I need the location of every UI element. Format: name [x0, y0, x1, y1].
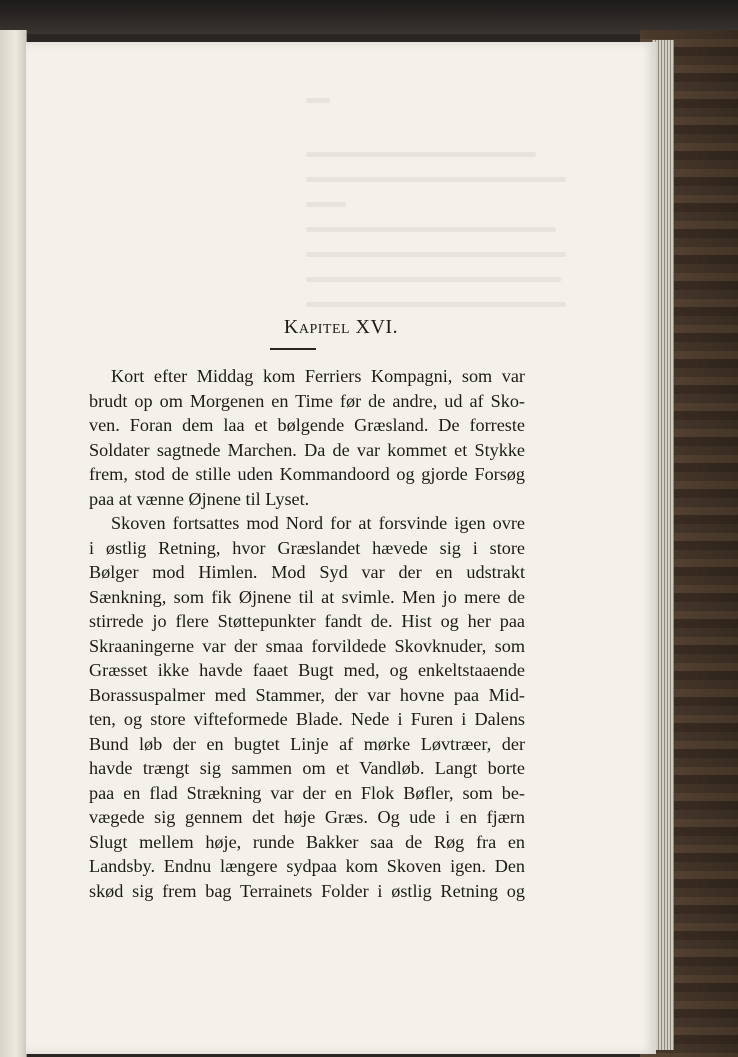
- text-line: frem, stod de stille uden Kommandoord og gjorde Forsøg: [89, 464, 525, 484]
- paragraph: [89, 364, 525, 511]
- text-line: Slugt mellem høje, runde Bakker saa de Røg fra en: [89, 831, 525, 852]
- text-line: ten, og store vifteformede Blade. Nede i Furen i Dalens: [89, 709, 525, 729]
- show-through: [306, 277, 561, 282]
- body-text: [89, 364, 525, 903]
- show-through: [306, 177, 566, 182]
- show-through: [306, 152, 536, 157]
- show-through: [306, 98, 330, 103]
- text-line: stirrede jo flere Støttepunkter fandt de. Hist og her paa: [89, 611, 525, 631]
- text-line: havde trængt sig sammen om et Vandløb. Langt borte: [89, 758, 525, 778]
- text-line: i østlig Retning, hvor Græslandet hævede sig i store: [89, 537, 525, 558]
- text-line: Kort efter Middag kom Ferriers Kompagni, som var: [111, 366, 525, 386]
- paragraph: [89, 511, 525, 903]
- text-line: skød sig frem bag Terrainets Folder i østlig Retning og: [89, 880, 525, 901]
- text-line: Bund løb der en bugtet Linje af mørke Løvtræer, der: [89, 733, 525, 754]
- text-line: Skraaningerne var der smaa forvildede Skovknuder, som: [89, 635, 525, 656]
- text-line: Sænkning, som fik Øjnene til at svimle. Men jo mere de: [89, 586, 525, 607]
- show-through: [306, 302, 566, 307]
- show-through: [306, 252, 566, 257]
- text-line: vægede sig gennem det høje Græs. Og ude i en fjærn: [89, 807, 525, 827]
- text-line: Soldater sagtnede Marchen. Da de var kommet et Stykke: [89, 439, 525, 460]
- show-through: [306, 227, 556, 232]
- text-line: Græsset ikke havde faaet Bugt med, og enkeltstaaende: [89, 660, 525, 680]
- text-line: paa en flad Strækning var der en Flok Bøfler, som be-: [89, 782, 525, 803]
- show-through: [306, 202, 346, 207]
- text-line: Skoven fortsattes mod Nord for at forsvinde igen ovre: [111, 513, 525, 533]
- text-line: ven. Foran dem laa et bølgende Græsland. De forreste: [89, 415, 525, 435]
- text-line: Bølger mod Himlen. Mod Syd var der en udstrakt: [89, 562, 525, 582]
- heading-rule: [270, 348, 316, 350]
- scan-background-top: [0, 0, 738, 34]
- text-line: Landsby. Endnu længere sydpaa kom Skoven igen. Den: [89, 856, 525, 876]
- book-page: [26, 42, 656, 1054]
- text-line: brudt op om Morgenen en Time før de andre, ud af Sko-: [89, 390, 525, 411]
- chapter-heading: Kapitel XVI.: [283, 316, 399, 338]
- text-line: Borassuspalmer med Stammer, der var hovne paa Mid-: [89, 684, 525, 705]
- facing-page-edge: [0, 30, 27, 1057]
- text-line: paa at vænne Øjnene til Lyset.: [89, 488, 310, 509]
